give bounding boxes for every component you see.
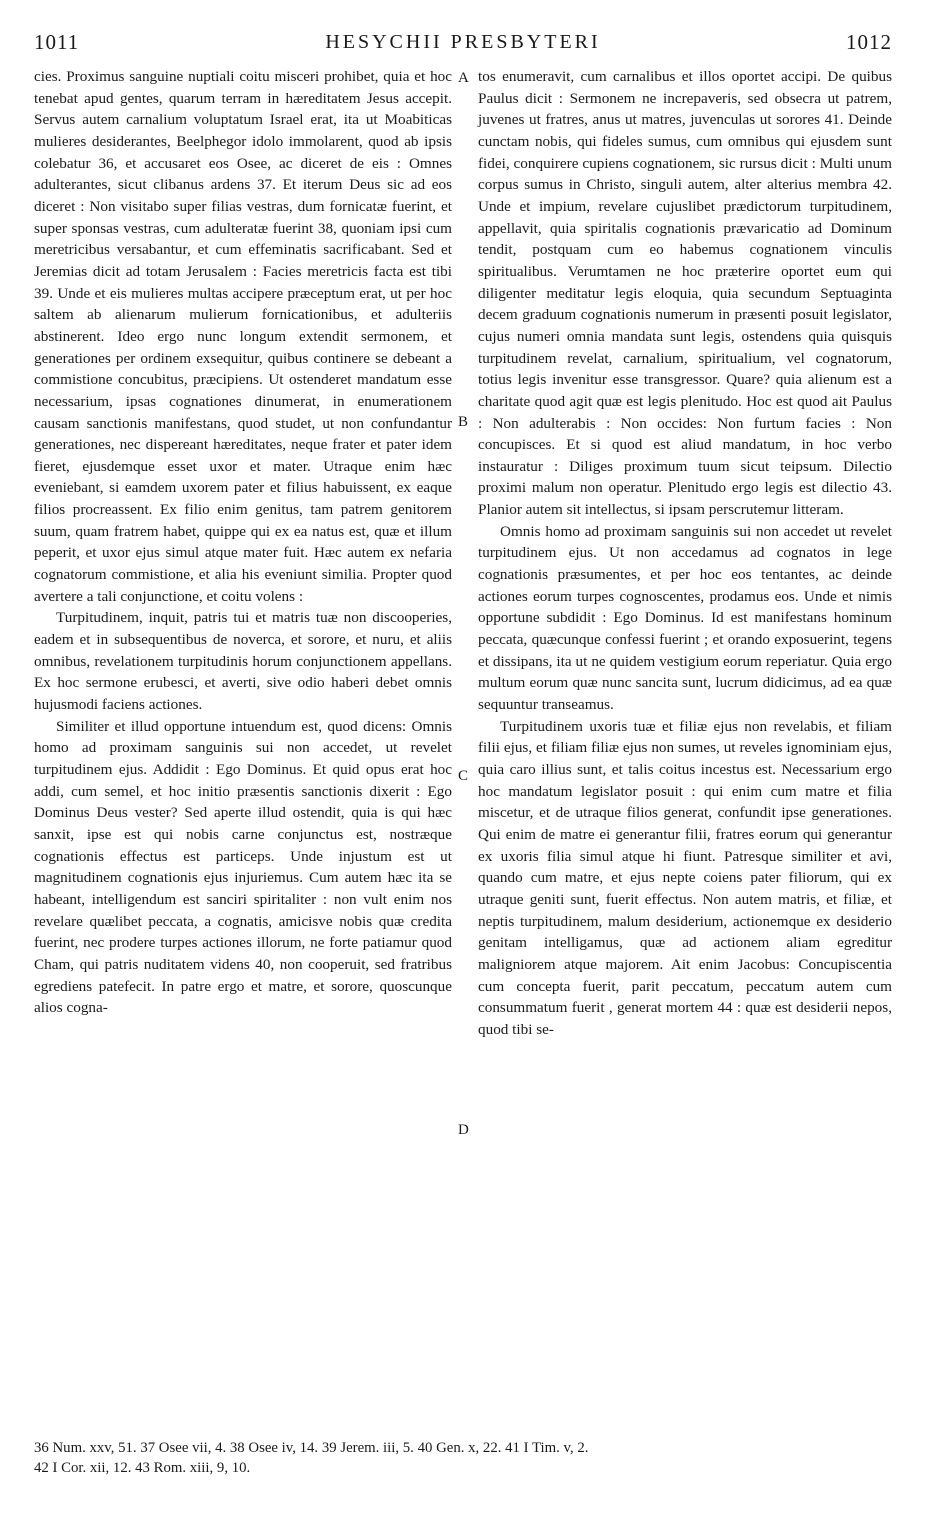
paragraph: Turpitudinem, inquit, patris tui et matris tuæ non discooperies, eadem et in subsequentibus de noverca, et sorore, et nuru, et aliis omnibus, revelationem turpitudinis horum conjunctionem appellans. Ex hoc sermone erubesci, et averti, sive odio haberi debet omnis hujusmodi faciens actiones. [34,609,452,714]
paragraph: cies. Proximus sanguine nuptiali coitu misceri prohibet, quia et hoc tenebat apud gentes, quarum terram in hæreditatem Jesus accepit. Servus autem carnalium voluptatum Israel erat, ita ut Moabiticas mulieres desiderantes, Beelphegor idolo immolarent, quod ab ipsis colebatur 36, et accusaret eos Osee, ac diceret de eis : Omnes adulterantes, sicut clibanus ardens 37. Et iterum Deus sic ad eos diceret : Non visitabo super filias vestras, dum fornicatæ fuerint, et super sponsas vestras, cum adulteratæ fuerint 38, quoniam ipsi cum meretricibus versabantur, et cum effeminatis sacrificabant. Sed et Jeremias dicit ad totam Jerusalem : Facies meretricis facta est tibi 39. Unde et eis mulieres multas accipere præceptum erat, ut per hoc saltem ab alienarum mulierum fornicationibus, et adulteriis abstinerent. Ideo ergo nunc longum extendit sermonem, et generationes per ordinem exsequitur, quibus continere se debeant a commistione concubitus, præcipiens. Ut ostenderet mandatum esse necessarium, ipsas cognationes dinumerat, in enumerationem causam sanctionis manifestans, quod studet, ut non confundantur generationes, nec dispereant hæreditates, neque frater et pater idem fieret, ejusdemque esset uxor et mater. Utraque enim hæc eveniebant, si eamdem uxorem pater et filius habuissent, ex eaque filios procreassent. Ex filio enim genitus, tam patrem genitorem suum, quam fratrem habet, quippe qui ex ea natus est, quæ et illum peperit, et uxor ejus simul atque mater fuit. Hæc autem ex nefaria cognatorum commistione, et alia his eveniunt similia. Propter quod avertere a tali conjunctione, et coitu volens : [34,68,452,605]
page-number-right: 1012 [846,30,892,54]
page-header [34,30,892,60]
right-column [478,66,892,1041]
margin-marker-b: B [458,414,469,430]
footnote-line: 42 I Cor. xii, 12. 43 Rom. xiii, 9, 10. [34,1460,251,1476]
footnote-line: 36 Num. xxv, 51. 37 Osee vii, 4. 38 Osee iv, 14. 39 Jerem. iii, 5. 40 Gen. x, 22. 41 I Tim. v, 2. [34,1440,589,1456]
paragraph: tos enumeravit, cum carnalibus et illos oportet accipi. De quibus Paulus dicit : Sermonem ne increpaveris, sed obsecra ut patrem, juvenes ut fratres, anus ut matres, juvenculas ut sorores 41. Deinde cunctam nobis, qui fideles sumus, cum omnibus qui ejusdem sunt fidei, conquirere cupiens cognationem, sic rursus dicit : Multi unum corpus sumus in Christo, singuli autem, alter alterius membra 42. Unde et impium, revelare cujuslibet prædictorum turpitudinem, appellavit, quia spiritalis cognationis prævaricatio ad Dominum tendit, postquam cum eo habemus cognationem vinculis spiritualibus. Verumtamen ne hoc præterire oportet eum qui diligenter meditatur legis eloquia, quia secundum Septuaginta decem graduum cognationis numerum in præsenti posuit legislator, cujus numeri omnia mandata sunt legis, ostendens quia quisquis turpitudinem revelat, carnalium, spiritualium, vel cognatorum, totius legis invenitur esse transgressor. Quare? quia alienum est a charitate quod agit quæ est legis plenitudo. Hoc est quod ait Paulus : Non adulterabis : Non occides: Non furtum facies : Non concupisces. Et si quod est aliud mandatum, in hoc verbo instauratur : Diliges proximum tuum sicut teipsum. Dilectio proximi malum non operatur. Plenitudo ergo legis est dilectio 43. Planior autem sit intellectus, si ipsam perscrutemur litteram. [478,68,892,519]
margin-marker-c: C [458,768,469,784]
margin-marker-d: D [458,1122,469,1138]
footnotes [34,1438,892,1478]
paragraph: Omnis homo ad proximam sanguinis sui non accedet ut revelet turpitudinem ejus. Ut non accedamus ad cognatos in lege cognationis præsumentes, et per hoc eos tentantes, ac deinde actiones eorum turpes cognoscentes, prodamus eos. Unde et nimis opportune subdidit : Ego Dominus. Id est manifestans hominum peccata, quæcunque confessi fuerint ; et orando exposuerint, tegens et dissipans, ita ut ne quidem vestigium eorum reperiatur. Quia ergo multum eorum quæ nunc sancita sunt, lucrum didicimus, ad ea quæ sequuntur transeamus. [478,522,892,714]
paragraph: Similiter et illud opportune intuendum est, quod dicens: Omnis homo ad proximam sanguinis sui non accedet, ut revelet turpitudinem ejus. Addidit : Ego Dominus. Et quid opus erat hoc addi, cum semel, et hoc initio præsentis sanctionis dixerit : Ego Dominus Deus vester? Sed aperte illud ostendit, quia is qui hæc sanxit, ipse est qui nobis carne conjunctus est, nostræque cognationis effectus est particeps. Unde injustum est ut magnitudinem cognationis ejus injuriemus. Cum autem hæc ita se habeant, intelligendum est sanciri spiritaliter : non vult enim nos revelare quælibet peccata, a cognatis, amicisve nobis quæ credita fuerint, nec prodere turpes actiones illorum, ne forte patiamur quod Cham, qui patris nuditatem videns 40, non cooperuit, sed fratribus egrediens patefecit. In patre ergo et matre, et sorore, quoscunque alios cogna- [34,717,452,1017]
page-number-left: 1011 [34,30,80,54]
margin-marker-a: A [458,70,469,86]
left-column [34,66,452,1019]
running-title: HESYCHII PRESBYTERI [325,31,601,53]
paragraph: Turpitudinem uxoris tuæ et filiæ ejus non revelabis, et filiam filii ejus, et filiam filiæ ejus non sumes, ut reveles ignominiam ejus, quia caro illius sunt, et talis coitus incestus est. Necessarium ergo hoc mandatum legislator posuit : qui enim cum matre et filia miscetur, et de utraque filios generat, confundit ipse generationes. Qui enim de matre ei generantur filii, fratres eorum qui generantur ex uxoris filia simul atque hi fiunt. Patresque similiter et avi, quando cum matre, et ejus nepte coiens pater filiorum, qui ex utraque geniti sunt, fuerit effectus. Non autem matris, et filiæ, et neptis turpitudinem, malum desiderium, actionemque ex desiderio genitam intelligamus, quæ ad actionem aliam egreditur maligniorem atque majorem. Ait enim Jacobus: Concupiscentia cum concepta fuerit, parit peccatum, peccatum autem cum consummatum fuerit , generat mortem 44 : quæ est desiderii nepos, quod tibi se- [478,717,892,1038]
